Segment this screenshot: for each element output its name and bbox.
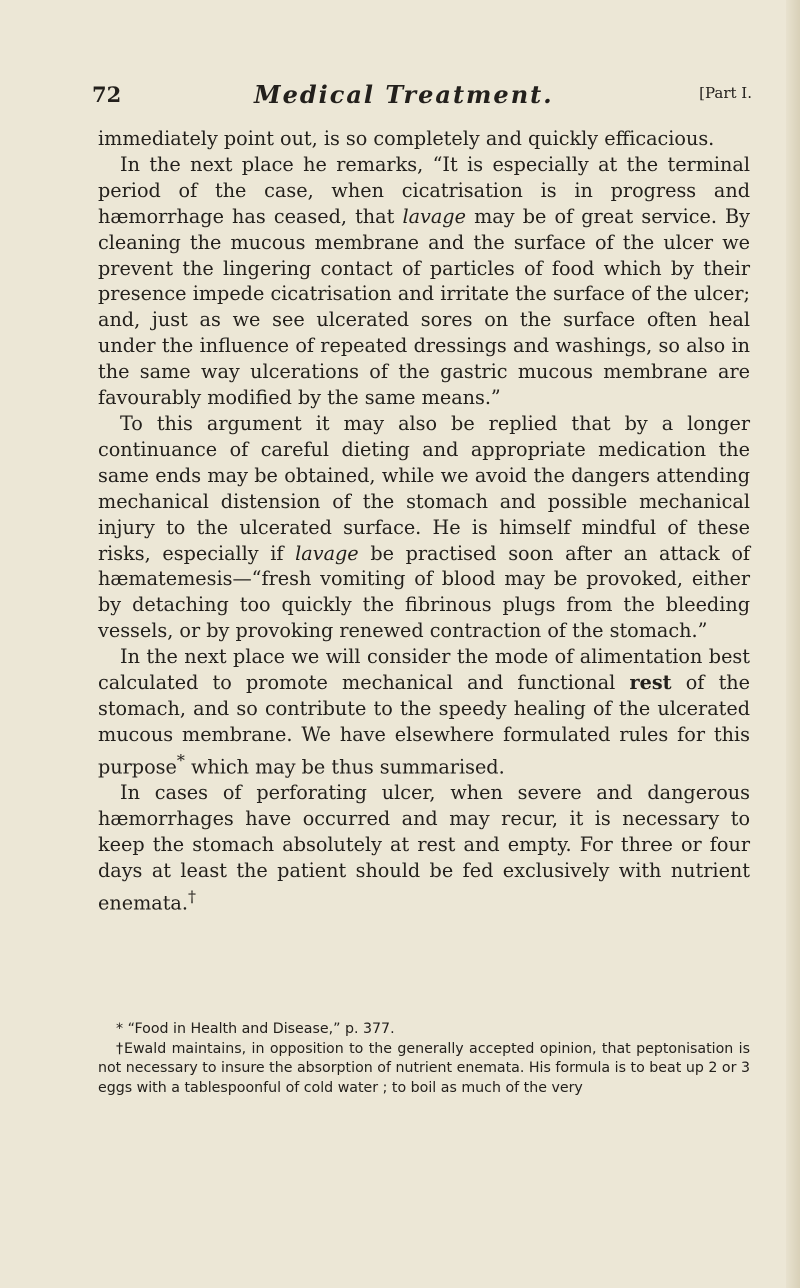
paragraph-2-text-b: may be of great service. By cleaning the mucous membrane and the surface of the ulcer we prevent the lingering contact of particles of food which by their presence impede cicatrisation and irritate the surface of the ulcer; and, just as we see ulcerated sores on the surface often heal under the influence of repeated dressings and washings, so also in the same way ulcerations of the gastric mucous membrane are favourably modified by the same means.” <box>98 204 750 410</box>
paragraph-3 <box>98 411 750 644</box>
italic-lavage: lavage <box>295 541 359 565</box>
paragraph-2-text-a: In the next place he remarks, “It is especially at the terminal period of the case, when cicatrisation is in progress and hæmorrhage has ceased, that <box>98 152 750 228</box>
part-label: [Part I. <box>699 84 752 102</box>
paragraph-1-text: immediately point out, is so completely and quickly efficacious. <box>98 127 715 150</box>
footnote-ref-star: * <box>176 750 185 770</box>
footnote-1 <box>98 1020 750 1040</box>
running-header <box>92 80 752 112</box>
body-text <box>98 126 750 916</box>
paragraph-1 <box>98 126 750 152</box>
paragraph-4-text-c: which may be thus summarised. <box>184 755 505 779</box>
paragraph-4-text-b: of the stomach, and so contribute to the speedy healing of the ulcerated mucous membrane. We have elsewhere formulated rules for this purpose <box>98 671 750 779</box>
footnote-2 <box>98 1040 750 1099</box>
paragraph-4-text-a: In the next place we will consider the mode of alimentation best calculated to promote mechanical and functional <box>98 645 750 695</box>
page-edge-shadow <box>786 0 800 1288</box>
footnotes <box>98 1020 750 1098</box>
running-title: Medical Treatment. <box>254 80 554 109</box>
paragraph-2 <box>98 152 750 411</box>
footnote-ref-dagger: † <box>187 886 196 906</box>
footnote-2-text: Ewald maintains, in opposition to the generally accepted opinion, that peptonisation is not necessary to insure the absorption of nutrient enemata. His formula is to beat up 2 or 3 eggs with a tablespoonful of cold water ; to boil as much of the very <box>98 1040 751 1096</box>
footnote-2-mark: † <box>116 1040 124 1057</box>
footnote-1-text: “Food in Health and Disease,” p. 377. <box>123 1021 395 1037</box>
paragraph-3-text-b: be practised soon after an attack of hæmatemesis—“fresh vomiting of blood may be provoked, either by detaching too quickly the fibrinous plugs from the bleeding vessels, or by provoking renewed contraction of the stomach.” <box>98 541 750 643</box>
page-number: 72 <box>92 82 122 107</box>
paragraph-5-text: In cases of perforating ulcer, when severe and dangerous hæmorrhages have occurred and may recur, it is necessary to keep the stomach absolutely at rest and empty. For three or four days at least the patient should be fed exclusively with nutrient enemata. <box>98 781 750 915</box>
footnote-1-mark: * <box>116 1021 124 1037</box>
paragraph-4 <box>98 644 750 780</box>
paragraph-5 <box>98 780 750 916</box>
paragraph-3-text-a: To this argument it may also be replied that by a longer continuance of careful dieting and appropriate medication the same ends may be obtained, while we avoid the dangers attending mechanical distension of the stomach and possible mechanical injury to the ulcerated surface. He is himself mindful of these risks, especially if <box>98 411 750 565</box>
italic-lavage: lavage <box>402 204 466 228</box>
bold-rest: rest <box>629 671 672 695</box>
